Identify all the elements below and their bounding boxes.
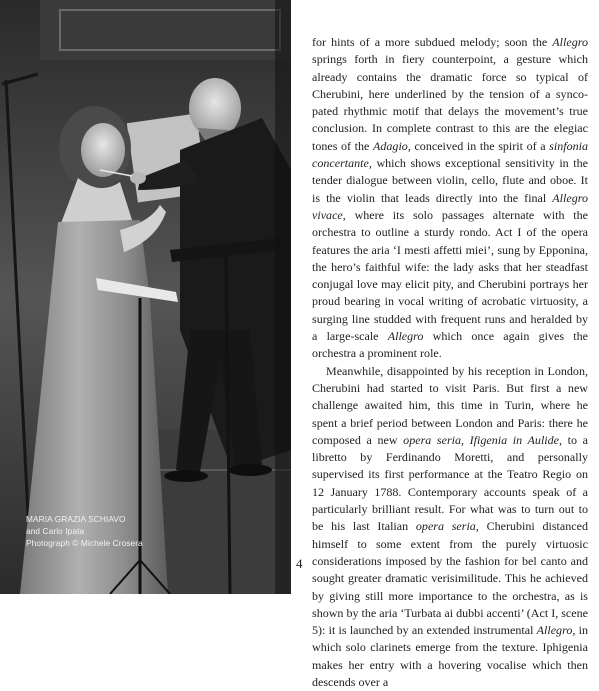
text-run: for hints of a more subdued melody; soon the: [312, 35, 553, 49]
photo-illustration: [0, 0, 291, 594]
text-run: which once again gives the orchestra a prominent role.: [312, 329, 588, 361]
photo-caption: [26, 513, 143, 549]
italic-term: Allegro: [387, 329, 424, 344]
body-paragraph-1: [312, 34, 588, 363]
body-paragraph-2: [312, 363, 588, 691]
caption-name-line-2: and Carlo Ipata: [26, 526, 85, 536]
italic-term: sinfonia concertante: [312, 138, 588, 171]
italic-term: Allegro vivace: [312, 190, 588, 222]
italic-term: opera seria: [415, 519, 476, 534]
text-run: , Cherubini distanced himself to some extent from the purely virtuosic considerations imposed by the fashion for bel canto and sought greater dramatic verisimilitude. This he achieved by giving still more importance to the orchestra, as is shown by the aria ‘Turbata ai dubbi accenti’ (Act I, scene 5): it is launched by an extended instrumental: [312, 519, 588, 638]
italic-term: Allegro: [536, 623, 573, 638]
concert-photo: [0, 0, 291, 594]
italic-term: opera seria: [403, 432, 462, 447]
text-run: springs forth in fiery counterpoint, a gesture which already contains the dramatic force so typical of Cherubini, here underlined by the tension of a syncopated rhythmic motif that delays the movement’s true conclusion. In complete contrast to this are the elegiac tones of the: [312, 52, 588, 153]
italic-term: Allegro: [552, 35, 588, 49]
text-run: , in which solo clarinets emerge from the texture. Iphigenia makes her entry with a hovering vocalise which then descends over a: [312, 623, 588, 689]
text-run: Meanwhile, disappointed by his reception in London, Cherubini had started to visit Paris. But first a new challenge awaited him, this time in Turin, where he spent a brief period between London and Paris: there he composed a new: [312, 363, 588, 447]
italic-term: Adagio: [373, 138, 408, 153]
page-number: 4: [296, 556, 303, 571]
caption-name-line-1: MARIA GRAZIA SCHIAVO: [26, 514, 126, 524]
text-run: , conceived in the spirit of a: [407, 138, 550, 153]
photo-credit: Photograph © Michele Crosera: [26, 538, 143, 548]
body-text-column: [312, 34, 588, 691]
text-run: , to a libretto by Ferdinando Moretti, and personally supervised its first performance at the Teatro Regio on 12 January 1788. Contemporary accounts speak of a particularly brilliant result. For what was to turn out to be his last Italian: [312, 432, 589, 534]
text-run: ,: [461, 432, 470, 447]
italic-term: Ifigenia in Aulide: [469, 432, 560, 447]
text-run: , where its solo passages alternate with the orchestra to outline a sturdy rondo. Act I of the opera features the aria ‘I mesti affetti miei’, sung by Epponina, the hero’s faithful wife: the lady asks that her steadfast conjugal love may elicit pity, and Cherubini portrays her proud bearing in vocal writing of acrobatic virtuosity, a surging line studded with frequent runs and heralded by a large-scale: [312, 207, 588, 344]
text-run: , which shows exceptional sensitivity in the tender dialogue between violin, cello, flute and oboe. It is the violin that leads directly into the final: [312, 156, 588, 205]
